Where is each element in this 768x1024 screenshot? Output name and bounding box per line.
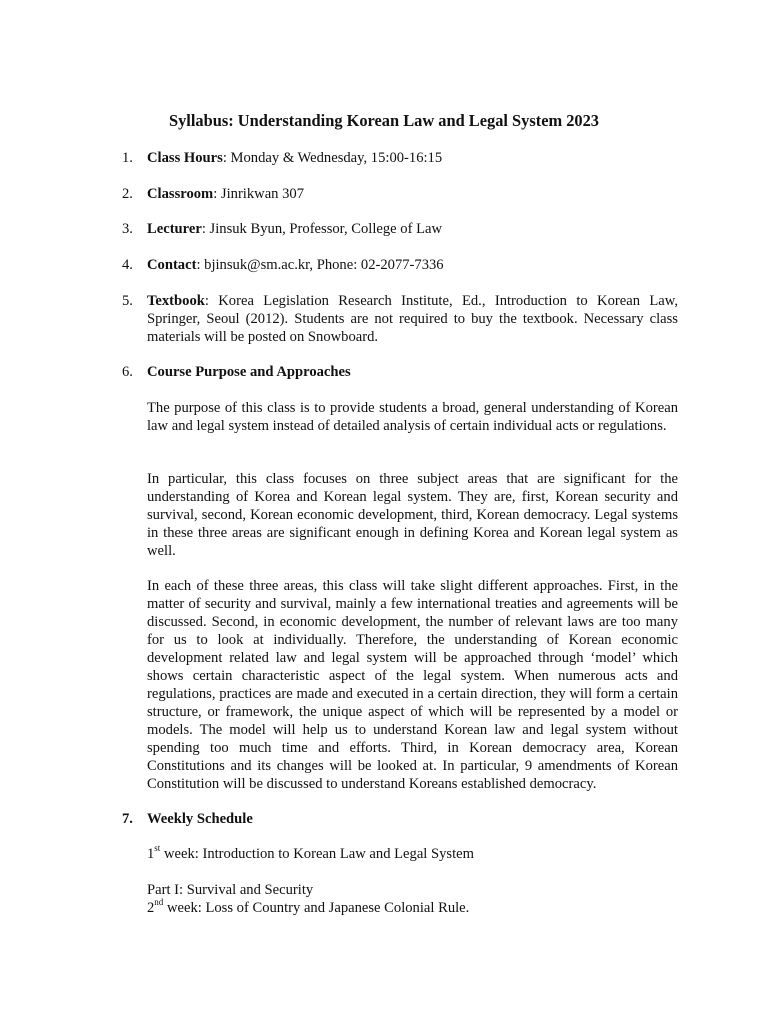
item-label: Textbook [147, 293, 205, 309]
purpose-paragraph-1: The purpose of this class is to provide students a broad, general understanding of Korean law and legal system instead of detailed analysis of certain individual acts or regulations. [147, 400, 678, 434]
item-label: Lecturer [147, 221, 202, 237]
purpose-paragraph-3: In each of these three areas, this class will take slight different approaches. First, in the matter of security and survival, mainly a few international treaties and agreements will be discussed. Second, in economic development, the number of relevant laws are too many for us to look at individually. Therefore, the understanding of Korean economic development related law and legal system will be approached through ‘model’ which shows certain characteristic aspect of the legal system. When numerous acts and regulations, practices are made and executed in a certain direction, they will form a certain structure, or framework, the unique aspect of which will be represented by a model or models. The model will help us to understand Korean law and legal system without spending too much time and efforts. Third, in Korean democracy area, Korean Constitutions and its changes will be looked at. In particular, 9 amendments of Korean Constitution will be discussed to understand Koreans established democracy. [147, 578, 678, 792]
item-number: 5. [122, 293, 133, 309]
item-number: 6. [122, 364, 133, 380]
item-text: : bjinsuk@sm.ac.kr, Phone: 02-2077-7336 [196, 257, 444, 273]
item-number: 1. [122, 150, 133, 166]
item-text: : Jinsuk Byun, Professor, College of Law [201, 221, 443, 237]
schedule-week-1: 1st week: Introduction to Korean Law and Legal System [147, 843, 474, 862]
item-label: Contact [147, 257, 197, 273]
list-item-class-hours [122, 149, 678, 167]
list-item-contact [122, 256, 678, 274]
item-number: 2. [122, 186, 133, 202]
section-heading: Course Purpose and Approaches [147, 364, 351, 380]
schedule-part-1: Part I: Survival and Security [147, 882, 314, 898]
item-text: : Monday & Wednesday, 15:00-16:15 [222, 150, 443, 166]
item-text: : Jinrikwan 307 [213, 186, 305, 202]
item-label: Class Hours [147, 150, 223, 166]
item-label: Classroom [147, 186, 214, 202]
item-number: 4. [122, 257, 133, 273]
purpose-paragraph-2: In particular, this class focuses on three subject areas that are significant for the understanding of Korea and Korean legal system. They are, first, Korean security and survival, second, Korean economic development, third, Korean democracy. Legal systems in these three areas are significant enough in defining Korea and Korean legal system as well. [147, 471, 678, 559]
list-item-textbook [122, 292, 678, 346]
schedule-week-2: 2nd week: Loss of Country and Japanese Colonial Rule. [147, 897, 470, 916]
item-number: 7. [122, 811, 133, 827]
item-text: : Korea Legislation Research Institute, Ed., Introduction to Korean Law, Springer, Seoul (2012). Students are not required to buy the textbook. Necessary class materials will be posted on Snowboard. [147, 293, 678, 345]
list-item-weekly-schedule [122, 810, 678, 828]
section-heading: Weekly Schedule [147, 811, 253, 827]
list-item-course-purpose [122, 363, 678, 381]
item-number: 3. [122, 221, 133, 237]
list-item-classroom [122, 185, 678, 203]
list-item-lecturer [122, 220, 678, 238]
page-title: Syllabus: Understanding Korean Law and Legal System 2023 [168, 111, 600, 130]
